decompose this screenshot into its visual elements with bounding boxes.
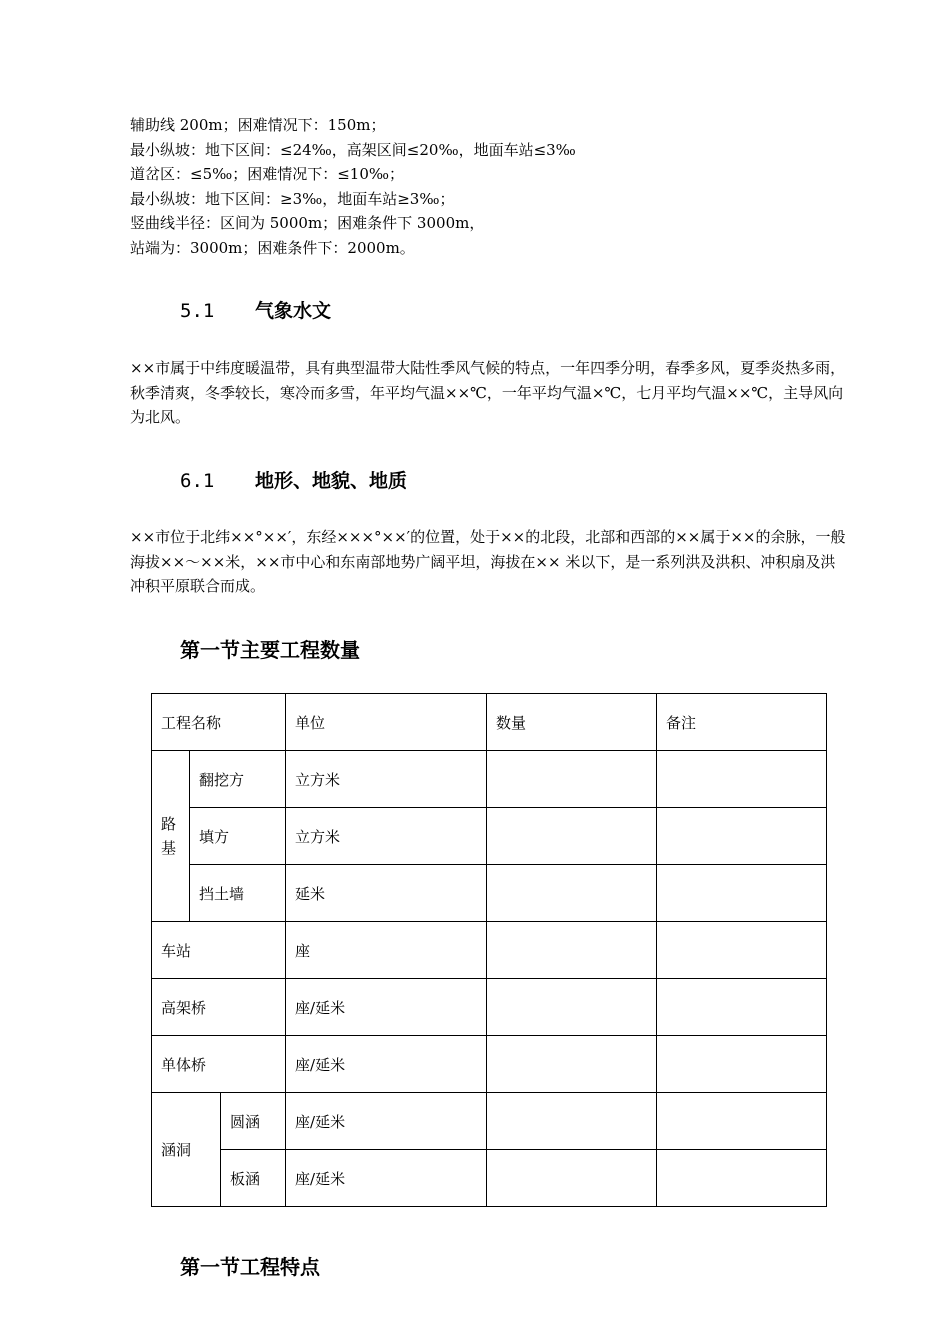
name-cell: 板涵 — [221, 1150, 286, 1207]
unit-cell: 座/延米 — [286, 1036, 487, 1093]
intro-line: 竖曲线半径：区间为 5000m；困难条件下 3000m， — [130, 214, 485, 232]
intro-line: 辅助线 200m；困难情况下：150m； — [130, 116, 386, 134]
remark-cell — [657, 808, 827, 865]
group-cell-roadbed: 路基 — [152, 751, 190, 922]
intro-line: 最小纵坡：地下区间：≥3‰，地面车站≥3‰； — [130, 189, 455, 208]
header-cell: 备注 — [657, 694, 827, 751]
table-row — [152, 865, 827, 922]
section-title: 气象水文 — [255, 300, 332, 322]
name-cell: 挡土墙 — [190, 865, 286, 922]
intro-paragraph — [130, 113, 850, 260]
remark-cell — [657, 1093, 827, 1150]
remark-cell — [657, 1150, 827, 1207]
section-heading-quantities: 第一节主要工程数量 — [180, 638, 360, 662]
quantity-cell — [487, 865, 657, 922]
section-title: 地形、地貌、地质 — [255, 470, 408, 492]
remark-cell — [657, 751, 827, 808]
quantity-cell — [487, 979, 657, 1036]
unit-cell: 座/延米 — [286, 979, 487, 1036]
remark-cell — [657, 979, 827, 1036]
unit-cell: 座 — [286, 922, 487, 979]
unit-cell: 立方米 — [286, 808, 487, 865]
table-row — [152, 1093, 827, 1150]
intro-line: 站端为：3000m；困难条件下：2000m。 — [130, 238, 415, 257]
table-row — [152, 751, 827, 808]
name-cell: 圆涵 — [221, 1093, 286, 1150]
unit-cell: 座/延米 — [286, 1150, 487, 1207]
quantity-cell — [487, 808, 657, 865]
quantity-cell — [487, 922, 657, 979]
name-cell: 单体桥 — [152, 1036, 286, 1093]
table-row — [152, 1150, 827, 1207]
quantity-table — [151, 693, 827, 1207]
intro-line: 最小纵坡：地下区间：≤24‰，高架区间≤20‰，地面车站≤3‰ — [130, 140, 576, 159]
name-cell: 填方 — [190, 808, 286, 865]
unit-cell: 立方米 — [286, 751, 487, 808]
terrain-paragraph: ××市位于北纬××°××′，东经×××°××′的位置，处于××的北段，北部和西部的××属于××的余脉，一般海拔××～××米，××市中心和东南部地势广阔平坦，海拔在×× 米以下，是一系列洪及洪积、冲积扇及洪冲积平原联合而成。 — [130, 528, 846, 595]
table-row — [152, 922, 827, 979]
header-cell: 单位 — [286, 694, 487, 751]
quantity-cell — [487, 1036, 657, 1093]
name-cell: 高架桥 — [152, 979, 286, 1036]
section-number: 5.1 — [180, 300, 215, 322]
name-cell: 翻挖方 — [190, 751, 286, 808]
header-cell: 数量 — [487, 694, 657, 751]
header-cell: 工程名称 — [152, 694, 286, 751]
table-header-row — [152, 694, 827, 751]
section-heading-features: 第一节工程特点 — [180, 1255, 320, 1279]
quantity-cell — [487, 1093, 657, 1150]
group-cell-culvert: 涵洞 — [152, 1093, 221, 1207]
unit-cell: 座/延米 — [286, 1093, 487, 1150]
table-row — [152, 979, 827, 1036]
remark-cell — [657, 1036, 827, 1093]
unit-cell: 延米 — [286, 865, 487, 922]
section-heading-6-1 — [180, 466, 407, 493]
name-cell: 车站 — [152, 922, 286, 979]
table-row — [152, 808, 827, 865]
section-number: 6.1 — [180, 470, 215, 492]
table-row — [152, 1036, 827, 1093]
quantity-cell — [487, 751, 657, 808]
section-heading-5-1 — [180, 296, 331, 323]
quantity-cell — [487, 1150, 657, 1207]
intro-line: 道岔区：≤5‰；困难情况下：≤10‰； — [130, 165, 405, 183]
climate-paragraph: ××市属于中纬度暖温带，具有典型温带大陆性季风气候的特点，一年四季分明，春季多风，夏季炎热多雨，秋季清爽，冬季较长，寒冷而多雪，年平均气温××℃，一年平均气温×℃，七月平均气温××℃，主导风向为北风。 — [130, 359, 846, 426]
remark-cell — [657, 922, 827, 979]
remark-cell — [657, 865, 827, 922]
